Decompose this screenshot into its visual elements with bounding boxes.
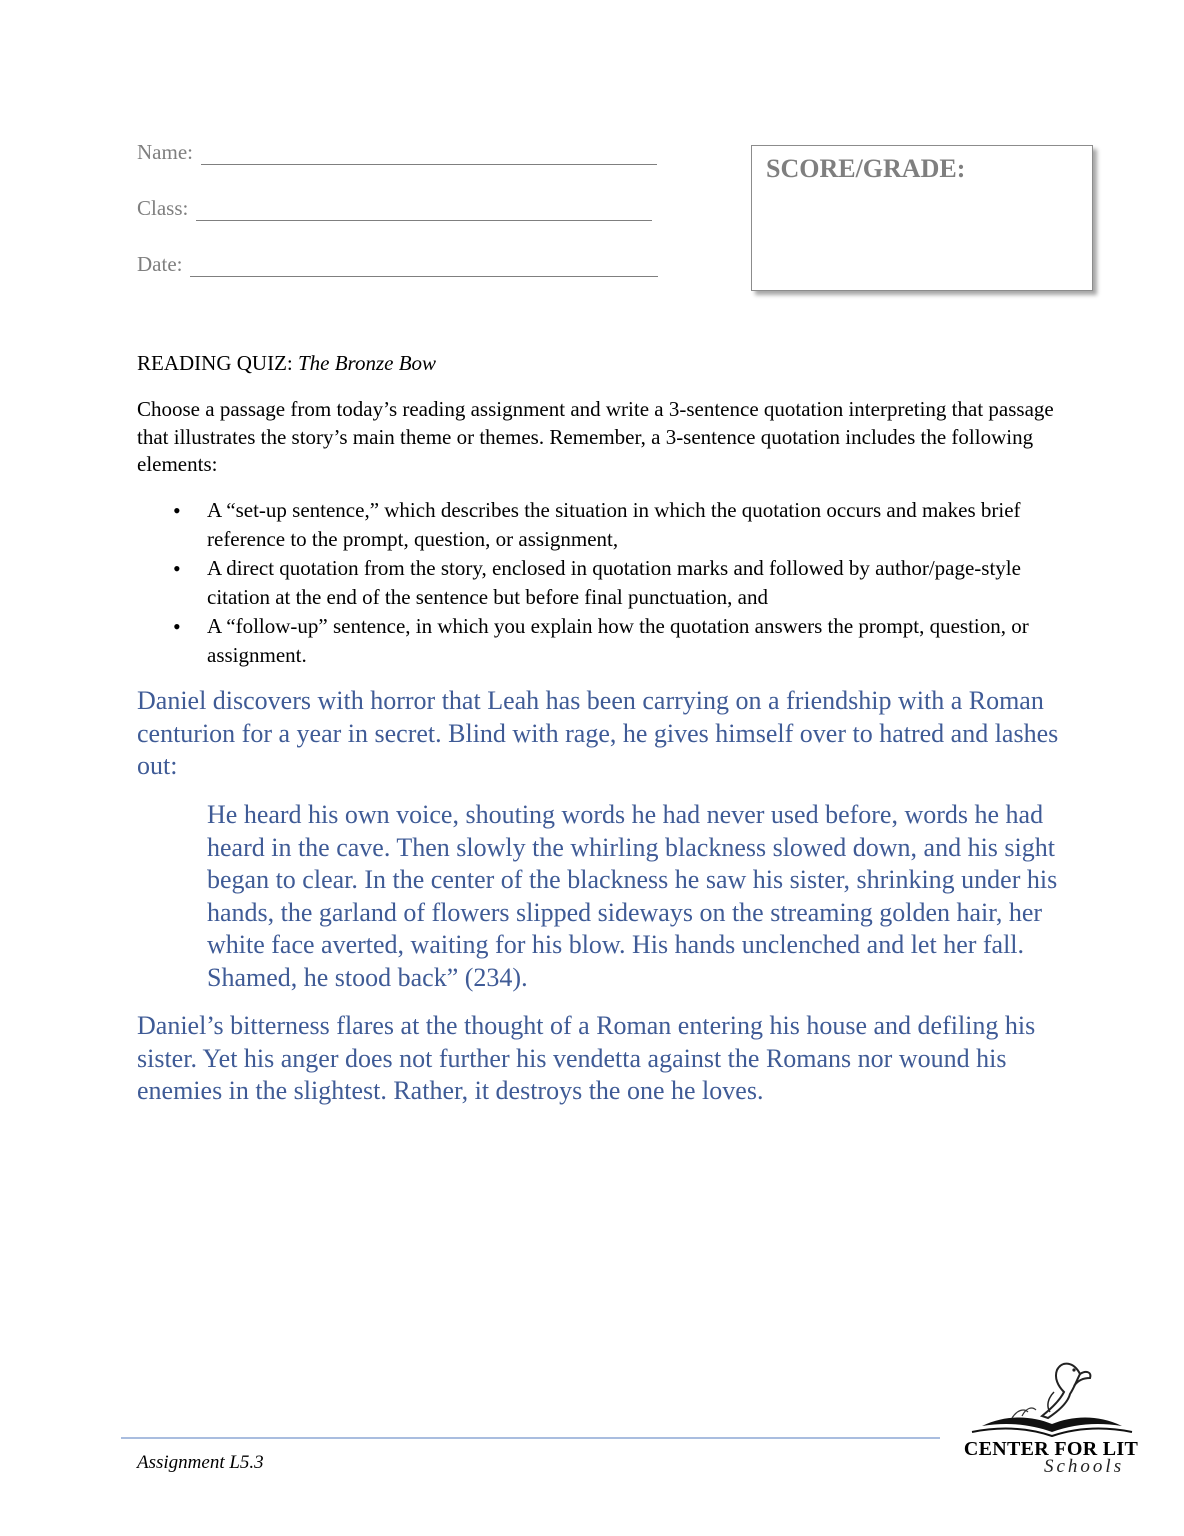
score-grade-box bbox=[751, 145, 1093, 291]
assignment-label: Assignment L5.3 bbox=[137, 1452, 264, 1473]
center-for-lit-logo bbox=[962, 1352, 1142, 1482]
name-line[interactable] bbox=[201, 144, 657, 165]
quiz-title-prefix: READING QUIZ: bbox=[137, 351, 298, 375]
list-item: • A “follow-up” sentence, in which you explain how the quotation answers the prompt, question, or assignment. bbox=[137, 612, 1067, 670]
pelican-book-icon bbox=[962, 1352, 1142, 1442]
name-label: Name: bbox=[137, 140, 193, 164]
date-field bbox=[137, 252, 658, 277]
followup-sentence: Daniel’s bitterness flares at the thought of a Roman entering his house and defiling his sister. Yet his anger does not further his vendetta against the Romans nor wound his enemies in the slightest. Rather, it destroys the one he loves. bbox=[137, 1011, 1036, 1105]
date-line[interactable] bbox=[190, 256, 658, 277]
setup-sentence: Daniel discovers with horror that Leah has been carrying on a friendship with a Roman centurion for a year in secret. Blind with rage, he gives himself over to hatred and lashes out: bbox=[137, 686, 1059, 780]
logo-name: CENTER FOR LIT bbox=[963, 1438, 1139, 1460]
class-field bbox=[137, 196, 652, 221]
book-title: The Bronze Bow bbox=[297, 351, 437, 375]
instructions: Choose a passage from today’s reading assignment and write a 3-sentence quotation interpreting that passage that illustrates the story’s main theme or themes. Remember, a 3-sentence quotation includes the following elements: bbox=[137, 397, 1054, 476]
score-grade-label: SCORE/GRADE: bbox=[766, 154, 966, 183]
block-quotation: He heard his own voice, shouting words he had never used before, words he had heard in the cave. Then slowly the whirling blackness slowed down, and his sight began to clear. In the center of the blackness he saw his sister, shrinking under his hands, the garland of flowers slipped sideways on the streaming golden hair, her white face averted, waiting for his blow. His hands unclenched and let her fall. Shamed, he stood back” (234). bbox=[207, 800, 1058, 992]
list-item: • A direct quotation from the story, enclosed in quotation marks and followed by author/page-style citation at the end of the sentence but before final punctuation, and bbox=[137, 554, 1067, 612]
quiz-title bbox=[137, 351, 436, 376]
logo-subtitle: Schools bbox=[1044, 1456, 1125, 1477]
date-label: Date: bbox=[137, 252, 183, 276]
class-line[interactable] bbox=[196, 200, 652, 221]
name-field bbox=[137, 140, 657, 165]
elements-list bbox=[137, 496, 1067, 670]
footer-divider bbox=[121, 1437, 940, 1439]
list-item: • A “set-up sentence,” which describes the situation in which the quotation occurs and makes brief reference to the prompt, question, or assignment, bbox=[137, 496, 1067, 554]
class-label: Class: bbox=[137, 196, 189, 220]
